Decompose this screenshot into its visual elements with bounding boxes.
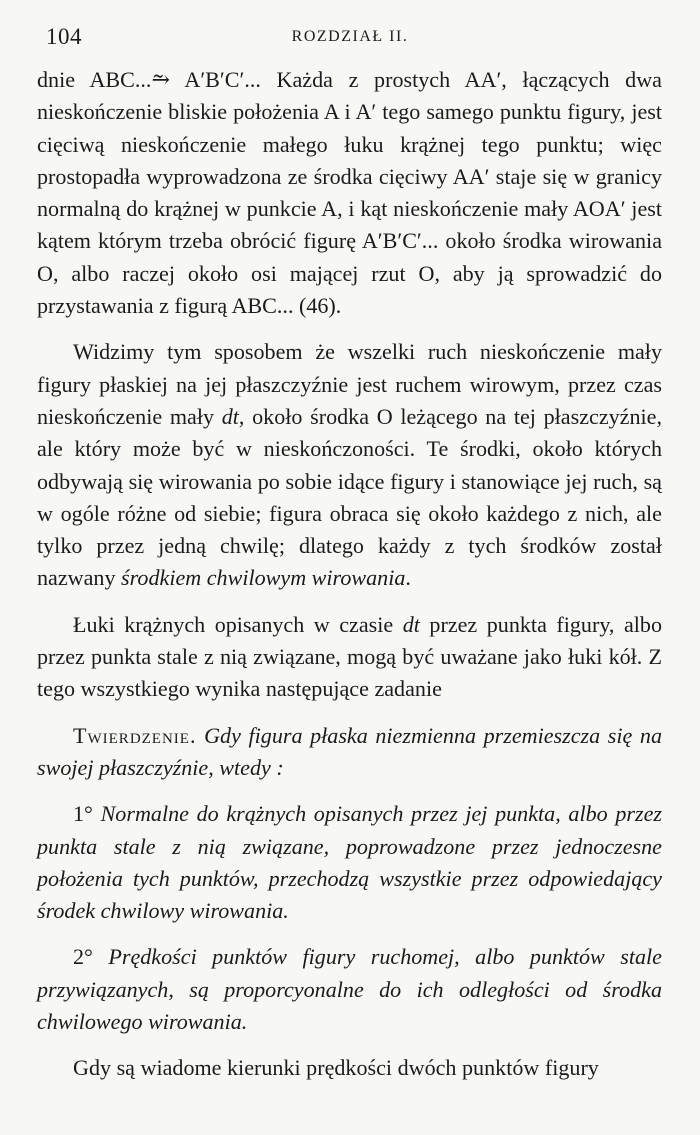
math-dt: dt	[221, 403, 239, 429]
paragraph-arcs	[37, 609, 662, 706]
text-run: .	[405, 565, 411, 591]
paragraph-instantaneous-motion	[37, 336, 662, 594]
math-dt: dt	[402, 611, 420, 637]
page-number: 104	[46, 24, 82, 49]
item-number: 2°	[73, 944, 93, 970]
paragraph-continuation: dnie ABC...⥲ A′B′C′... Każda z prostych AA′, łączących dwa nieskończenie bliskie położenia A i A′ tego samego punktu figury, jest cięciwą nieskończenie małego łuku krążnej tego punktu; więc prostopadła wyprowadzona ze środka cięciwy AA′ staje się w granicy normalną do krążnej w punkcie A, i kąt nieskończenie mały AOA′ jest kątem którym trzeba obrócić figurę A′B′C′... około środka wirowania O, albo raczej około osi mającej rzut O, aby ją sprowadzić do przystawania z figurą ABC... (46).	[37, 67, 662, 319]
text-run: Łuki krążnych opisanych w czasie	[73, 611, 403, 637]
item-text: Prędkości punktów figury ruchomej, albo punktów stale przywiązanych, są proporcyonalne do ich odległości od środka chwilowego wirowania.	[37, 944, 662, 1035]
theorem-item-2	[37, 941, 662, 1038]
defined-term: środkiem chwilowym wirowania	[121, 565, 406, 591]
text-run: Widzimy tym sposobem że wszelki ruch nieskończenie mały figury płaskiej na jej płaszczyźnie jest ruchem wirowym, przez czas nieskończenie mały	[37, 339, 662, 429]
theorem-label: Twierdzenie.	[73, 722, 197, 748]
item-text: Normalne do krążnych opisanych przez jej punkta, albo przez punkta stale z nią związane, poprowadzone przez jednoczesne położenia tych punktów, przechodzą wszystkie przez odpowiedający środek chwilowy wirowania.	[37, 801, 662, 924]
text-run: , około środka O leżącego na tej płaszczyźnie, ale który może być w nieskończoności. Te środki, około których odbywają się wirowania po sobie idące figury i stanowiące jej ruch, są w ogóle różne od siebie; figura obraca się około każdego z nich, ale tylko przez jedną chwilę; dlatego każdy z tych środków został nazwany	[37, 403, 662, 591]
theorem-statement: Gdy figura płaska niezmienna przemieszcza się na swojej płaszczyźnie, wtedy :	[37, 722, 662, 780]
theorem	[37, 720, 662, 785]
body-text	[37, 64, 662, 1085]
item-number: 1°	[73, 801, 93, 827]
text-run: przez punkta figury, albo przez punkta stale z nią związane, mogą być uważane jako łuki kół. Z tego wszystkiego wynika następujące zadanie	[37, 611, 662, 702]
theorem-item-1	[37, 798, 662, 927]
running-head: ROZDZIAŁ II.	[291, 28, 409, 45]
paragraph-final: Gdy są wiadome kierunki prędkości dwóch punktów figury	[73, 1055, 599, 1081]
